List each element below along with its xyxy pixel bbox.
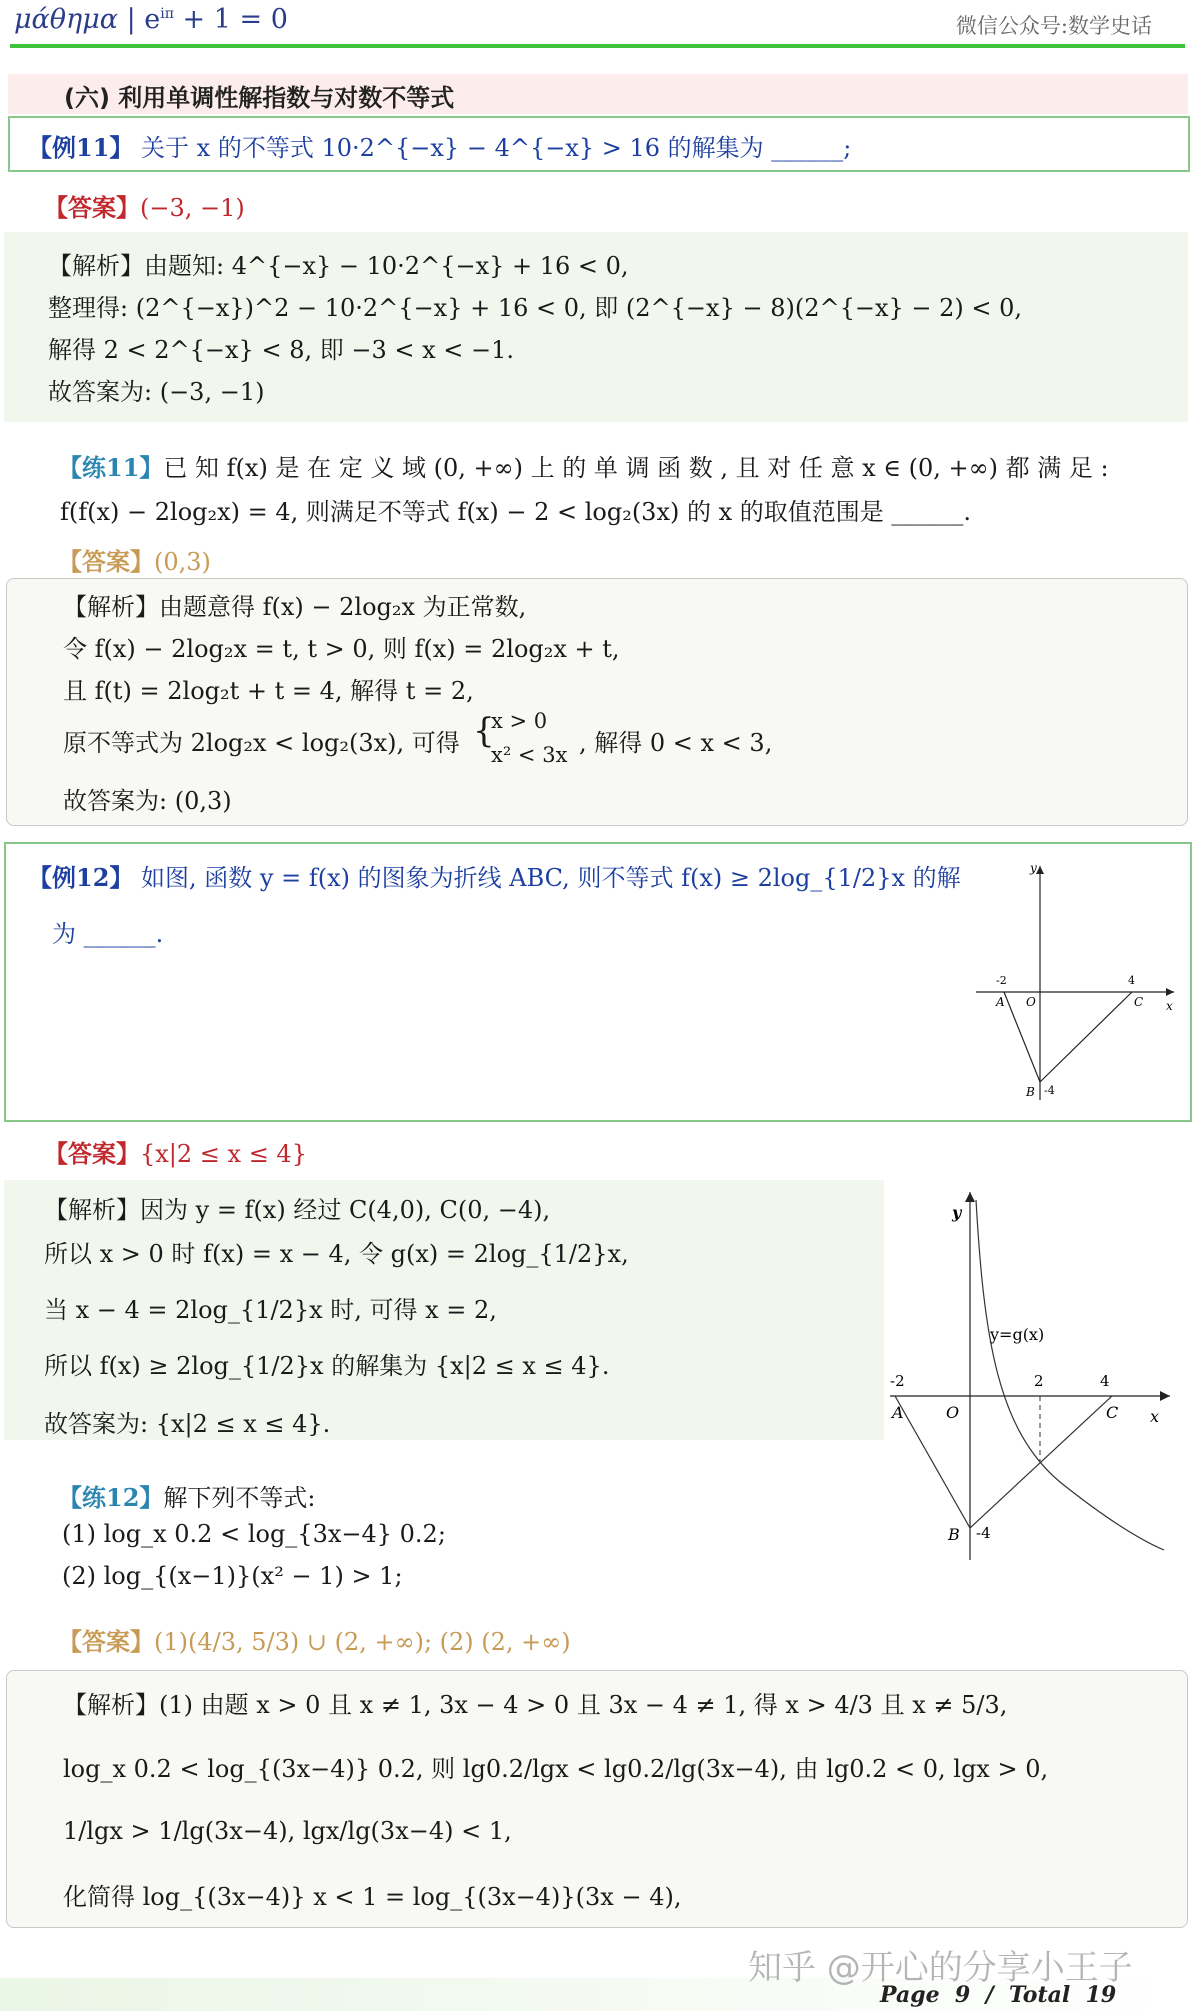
page-footer: Page 9 / Total 19: [880, 1982, 1117, 2008]
system-line-2: x² < 3x: [491, 743, 568, 767]
solution-line: 化简得 log_{(3x−4)} x < 1 = log_{(3x−4)}(3x − 4),: [63, 1883, 682, 1911]
system-brace: {: [473, 711, 495, 751]
point-a-label: A: [892, 1403, 904, 1422]
solution-line: 1/lgx > 1/lg(3x−4), lgx/lg(3x−4) < 1,: [63, 1817, 512, 1845]
watermark: 知乎 @开心的分享小王子: [748, 1948, 1133, 1988]
example-12-box: [4, 842, 1192, 1122]
polyline-graph: [966, 860, 1186, 1110]
solution-line: , 解得 0 < x < 3,: [579, 729, 773, 757]
practice-11-q2: f(f(x) − 2log₂x) = 4, 则满足不等式 f(x) − 2 < log₂(3x) 的 x 的取值范围是 ______.: [60, 498, 972, 526]
example-12-question: 【例12】 如图, 函数 y = f(x) 的图象为折线 ABC, 则不等式 f(x) ≥ 2log_{1/2}x 的解: [28, 863, 961, 892]
solution-line: 【解析】(1) 由题 x > 0 且 x ≠ 1, 3x − 4 > 0 且 3x − 4 ≠ 1, 得 x > 4/3 且 x ≠ 5/3,: [63, 1691, 1008, 1719]
section-title: (六) 利用单调性解指数与对数不等式: [64, 84, 455, 112]
tick-label: -2: [890, 1372, 905, 1390]
x-axis-label: x: [1166, 999, 1173, 1013]
solution-line: 故答案为: (0,3): [63, 787, 232, 815]
section-title-bar: [8, 74, 1188, 114]
tick-label: -4: [976, 1524, 991, 1542]
example-12-solution: [4, 1180, 884, 1440]
y-axis-label: y: [1030, 861, 1037, 875]
solution-line: 所以 x > 0 时 f(x) = x − 4, 令 g(x) = 2log_{1/2}x,: [44, 1240, 629, 1268]
practice-11-solution: [6, 578, 1188, 826]
point-b-label: B: [1026, 1085, 1035, 1099]
page-header: [0, 0, 1192, 52]
tick-label: -2: [996, 974, 1007, 987]
practice-12-intro: 【练12】解下列不等式:: [58, 1483, 316, 1512]
solution-line: 令 f(x) − 2log₂x = t, t > 0, 则 f(x) = 2log₂x + t,: [63, 635, 620, 663]
practice-12-answer: 【答案】(1)(4/3, 5/3) ∪ (2, +∞); (2) (2, +∞): [58, 1627, 571, 1656]
point-a-label: A: [996, 995, 1005, 1009]
y-axis-label: y: [952, 1203, 962, 1222]
practice-12-solution: [6, 1670, 1188, 1928]
solution-line: 所以 f(x) ≥ 2log_{1/2}x 的解集为 {x|2 ≤ x ≤ 4}.: [44, 1352, 610, 1380]
example-11-answer: 【答案】(−3, −1): [44, 193, 245, 222]
example-12-answer: 【答案】{x|2 ≤ x ≤ 4}: [44, 1139, 307, 1168]
origin-label: O: [1026, 995, 1036, 1009]
solution-line: 当 x − 4 = 2log_{1/2}x 时, 可得 x = 2,: [44, 1296, 497, 1324]
point-b-label: B: [948, 1525, 960, 1544]
point-c-label: C: [1106, 1403, 1119, 1422]
brand-title: μάθημα | $e^{i\pi} + 1 = 0$: [14, 4, 288, 35]
solution-line: 解得 2 < 2^{−x} < 8, 即 −3 < x < −1.: [48, 336, 515, 364]
solution-line: 原不等式为 2log₂x < log₂(3x), 可得: [63, 729, 460, 757]
example-11-box: [8, 116, 1190, 172]
solution-line: 【解析】因为 y = f(x) 经过 C(4,0), C(0, −4),: [44, 1196, 551, 1224]
example-12-question-2: 为 ______.: [52, 920, 164, 948]
tick-label: 2: [1034, 1372, 1044, 1390]
solution-graph: [880, 1190, 1180, 1570]
solution-line: log_x 0.2 < log_{(3x−4)} 0.2, 则 lg0.2/lgx < lg0.2/lg(3x−4), 由 lg0.2 < 0, lgx > 0,: [63, 1755, 1049, 1783]
example-11-question: 【例11】 关于 x 的不等式 10·2^{−x} − 4^{−x} > 16 的解集为 ______;: [28, 133, 852, 162]
practice-11-q1: 【练11】已 知 f(x) 是 在 定 义 域 (0, +∞) 上 的 单 调 函 数 , 且 对 任 意 x ∈ (0, +∞) 都 满 足 :: [58, 453, 1109, 482]
x-axis-label: x: [1150, 1407, 1160, 1426]
example-11-solution: [4, 232, 1188, 422]
origin-label: O: [946, 1403, 960, 1422]
solution-line: 故答案为: (−3, −1): [48, 378, 265, 406]
practice-12-part-1: (1) log_x 0.2 < log_{3x−4} 0.2;: [62, 1520, 446, 1548]
solution-line: 故答案为: {x|2 ≤ x ≤ 4}.: [44, 1410, 331, 1438]
tick-label: 4: [1128, 974, 1135, 987]
solution-line: 【解析】由题意得 f(x) − 2log₂x 为正常数,: [63, 593, 527, 621]
tick-label: 4: [1100, 1372, 1110, 1390]
solution-line: 整理得: (2^{−x})^2 − 10·2^{−x} + 16 < 0, 即 (2^{−x} − 8)(2^{−x} − 2) < 0,: [48, 294, 1023, 322]
tick-label: -4: [1044, 1084, 1055, 1097]
practice-12-part-2: (2) log_{(x−1)}(x² − 1) > 1;: [62, 1562, 403, 1590]
solution-line: 【解析】由题知: 4^{−x} − 10·2^{−x} + 16 < 0,: [48, 252, 629, 280]
curve-label: y=g(x): [990, 1325, 1045, 1344]
header-divider: [10, 44, 1185, 48]
solution-line: 且 f(t) = 2log₂t + t = 4, 解得 t = 2,: [63, 677, 474, 705]
practice-11-answer: 【答案】(0,3): [58, 547, 211, 576]
account-name: 微信公众号:数学史话: [955, 14, 1152, 38]
system-line-1: x > 0: [491, 709, 548, 733]
point-c-label: C: [1134, 995, 1144, 1009]
